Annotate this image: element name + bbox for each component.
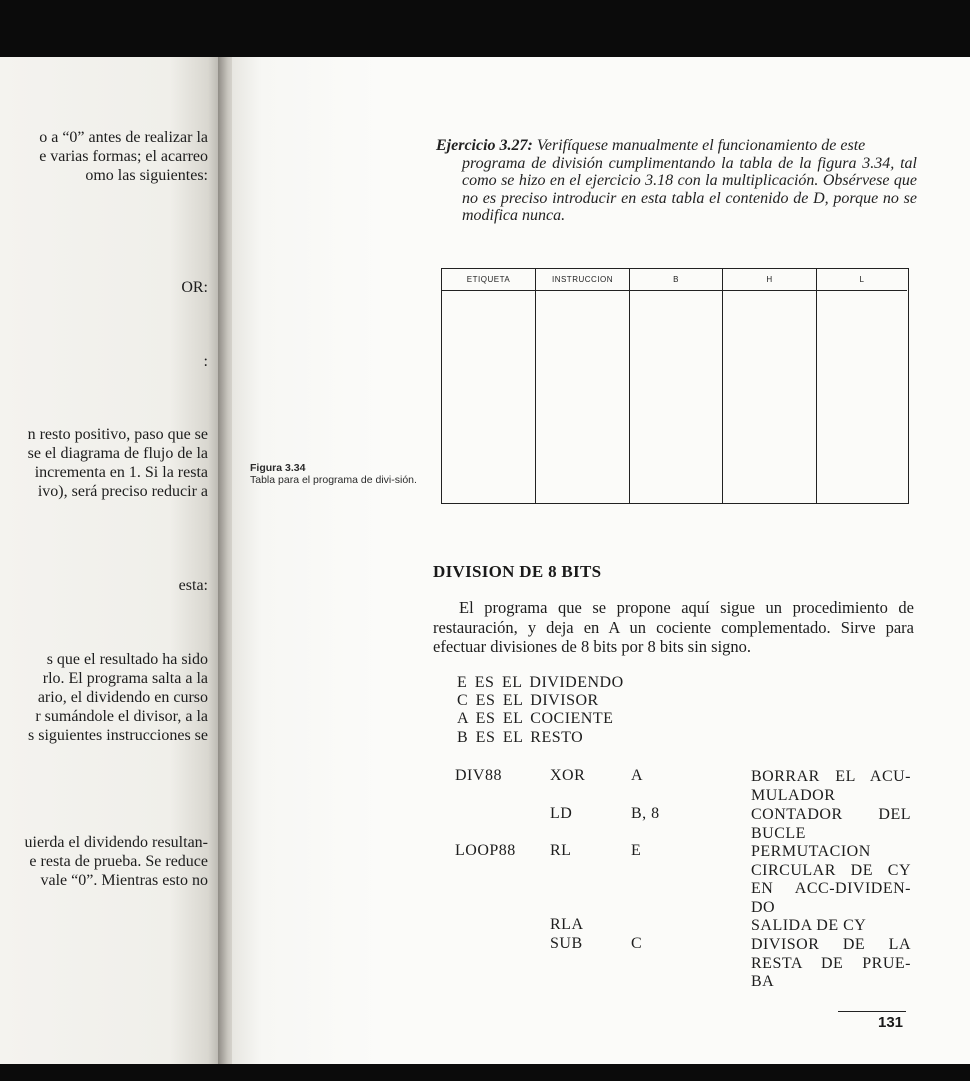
code-comment	[751, 936, 911, 992]
left-page-text-line: e varias formas; el acarreo	[39, 148, 208, 165]
division-trace-table	[441, 268, 909, 504]
code-opcode: LD	[550, 805, 573, 822]
left-page-text-line: s siguientes instrucciones se	[28, 727, 208, 744]
table-header-h: H	[723, 269, 816, 291]
code-operand: E	[631, 842, 642, 859]
code-label: DIV88	[455, 767, 502, 784]
code-comment-line: BA	[751, 973, 775, 990]
figure-caption	[250, 462, 420, 486]
code-comment-line: DIVISOR DE LA	[751, 936, 911, 953]
exercise-label: Ejercicio 3.27:	[436, 137, 533, 154]
exercise-text-rest: programa de división cumplimentando la tabla de la figura 3.34, tal como se hizo en el ejercicio 3.18 con la multiplicación. Obsérvese que no es preciso introducir en esta tabla el contenido de D, porque no se modifica nunca.	[462, 154, 917, 224]
declaration-line: E ES EL DIVIDENDO	[457, 674, 624, 691]
code-comment-line: CIRCULAR DE CY	[751, 861, 911, 879]
left-page-text-line: r sumándole el divisor, a la	[35, 708, 208, 725]
figure-caption-text: Tabla para el programa de divi-sión.	[250, 474, 417, 486]
code-comment-line: DO	[751, 898, 776, 916]
table-column-l	[817, 269, 907, 503]
code-label: LOOP88	[455, 842, 516, 859]
table-header-b: B	[630, 269, 722, 291]
code-opcode: XOR	[550, 767, 586, 784]
declaration-line: A ES EL COCIENTE	[457, 710, 614, 727]
code-comment-line: MULADOR	[751, 786, 836, 804]
code-opcode: SUB	[550, 935, 583, 952]
left-page-text-line: uierda el dividendo resultan-	[24, 834, 208, 851]
left-page-text-line: :	[203, 353, 208, 370]
exercise-text-first: Verifíquese manualmente el funcionamiento de este	[536, 137, 866, 154]
table-column-instruccion	[536, 269, 630, 503]
code-comment-line: SALIDA DE CY	[751, 917, 867, 934]
scan-top-border	[0, 0, 970, 57]
code-opcode: RLA	[550, 916, 584, 933]
code-opcode: RL	[550, 842, 572, 859]
code-comment	[751, 843, 911, 917]
table-header-etiqueta: ETIQUETA	[442, 269, 535, 291]
code-operand: C	[631, 935, 643, 952]
left-page	[0, 57, 226, 1064]
code-comment-line: EN ACC-DIVIDEN-	[751, 880, 911, 897]
left-page-text-line: n resto positivo, paso que se	[27, 426, 208, 443]
code-comment-line: PERMUTACION	[751, 843, 871, 860]
code-comment-line: CONTADOR DEL	[751, 806, 911, 823]
figure-number: Figura 3.34	[250, 462, 306, 474]
section-title: DIVISION DE 8 BITS	[433, 562, 602, 581]
left-page-text-line: e resta de prueba. Se reduce	[29, 853, 208, 870]
exercise-3-27	[436, 137, 917, 225]
scan-bottom-border	[0, 1064, 970, 1081]
left-page-text-line: rlo. El programa salta a la	[42, 670, 208, 687]
code-operand: A	[631, 767, 644, 784]
code-comment-line: BUCLE	[751, 824, 806, 842]
left-page-text-line: ivo), será preciso reducir a	[37, 483, 208, 500]
table-header-instruccion: INSTRUCCION	[536, 269, 629, 291]
left-page-text-line: se el diagrama de flujo de la	[27, 445, 208, 462]
left-page-text-line: s que el resultado ha sido	[46, 651, 208, 668]
code-comment	[751, 917, 911, 936]
left-page-text-line: esta:	[178, 577, 208, 594]
left-page-text-line: o a “0” antes de realizar la	[39, 129, 208, 146]
table-column-etiqueta	[442, 269, 536, 503]
left-page-text-line: ario, el dividendo en curso	[37, 689, 208, 706]
code-comment	[751, 806, 911, 843]
code-comment	[751, 768, 911, 805]
section-paragraph: El programa que se propone aquí sigue un procedimiento de restauración, y deja en A un cociente complementado. Sirve para efectuar divisiones de 8 bits por 8 bits sin signo.	[433, 598, 914, 656]
page-number: 131	[878, 1014, 904, 1031]
declaration-line: C ES EL DIVISOR	[457, 692, 599, 709]
code-operand: B, 8	[631, 805, 660, 822]
table-column-b	[630, 269, 723, 503]
declaration-line: B ES EL RESTO	[457, 729, 584, 746]
table-header-l: L	[817, 269, 907, 291]
left-page-text-line: incrementa en 1. Si la resta	[34, 464, 208, 481]
left-page-text-line: vale “0”. Mientras esto no	[40, 872, 208, 889]
table-column-h	[723, 269, 817, 503]
page-number-rule	[838, 1011, 906, 1012]
code-comment-line: BORRAR EL ACU-	[751, 768, 911, 785]
left-page-text-line: omo las siguientes:	[85, 167, 208, 184]
left-page-text-line: OR:	[181, 279, 208, 296]
code-comment-line: RESTA DE PRUE-	[751, 954, 911, 972]
